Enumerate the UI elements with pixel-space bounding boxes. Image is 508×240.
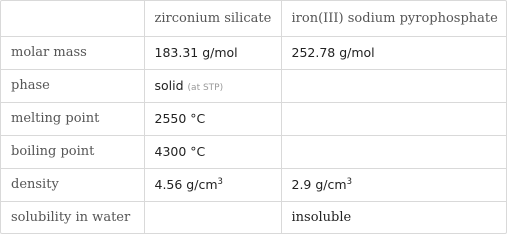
melting-point-iron-sodium-pyrophosphate bbox=[281, 102, 507, 135]
boiling-point-zirconium-silicate: 4300 °C bbox=[144, 135, 281, 168]
row-label-solubility: solubility in water bbox=[1, 201, 144, 234]
density-zirconium-silicate-cell bbox=[144, 168, 281, 201]
density-zirconium-silicate: 4.56 g/cm bbox=[154, 177, 218, 192]
column-header-zirconium-silicate: zirconium silicate bbox=[144, 1, 281, 36]
table-row-melting-point bbox=[1, 102, 507, 135]
density-iron-sodium-pyrophosphate-cell bbox=[281, 168, 507, 201]
phase-zirconium-silicate-cell bbox=[144, 69, 281, 102]
solubility-zirconium-silicate bbox=[144, 201, 281, 234]
row-label-molar-mass: molar mass bbox=[1, 36, 144, 69]
melting-point-zirconium-silicate: 2550 °C bbox=[144, 102, 281, 135]
column-header-iron-sodium-pyrophosphate: iron(III) sodium pyrophosphate bbox=[281, 1, 507, 36]
table-row-phase bbox=[1, 69, 507, 102]
row-label-boiling-point: boiling point bbox=[1, 135, 144, 168]
phase-zirconium-silicate: solid bbox=[154, 77, 184, 93]
molar-mass-iron-sodium-pyrophosphate: 252.78 g/mol bbox=[281, 36, 507, 69]
comparison-table bbox=[1, 1, 507, 234]
density-iron-sodium-pyrophosphate-exponent: 3 bbox=[346, 177, 352, 187]
density-iron-sodium-pyrophosphate: 2.9 g/cm bbox=[291, 177, 347, 192]
row-label-melting-point: melting point bbox=[1, 102, 144, 135]
phase-iron-sodium-pyrophosphate bbox=[281, 69, 507, 102]
boiling-point-iron-sodium-pyrophosphate bbox=[281, 135, 507, 168]
header-empty-cell bbox=[1, 1, 144, 36]
row-label-density: density bbox=[1, 168, 144, 201]
phase-note: (at STP) bbox=[187, 82, 224, 93]
table-row-boiling-point bbox=[1, 135, 507, 168]
molar-mass-zirconium-silicate: 183.31 g/mol bbox=[144, 36, 281, 69]
table-row-solubility bbox=[1, 201, 507, 234]
solubility-iron-sodium-pyrophosphate: insoluble bbox=[281, 201, 507, 234]
density-zirconium-silicate-exponent: 3 bbox=[217, 177, 223, 187]
table-row-molar-mass bbox=[1, 36, 507, 69]
header-row bbox=[1, 1, 507, 36]
table-row-density bbox=[1, 168, 507, 201]
row-label-phase: phase bbox=[1, 69, 144, 102]
